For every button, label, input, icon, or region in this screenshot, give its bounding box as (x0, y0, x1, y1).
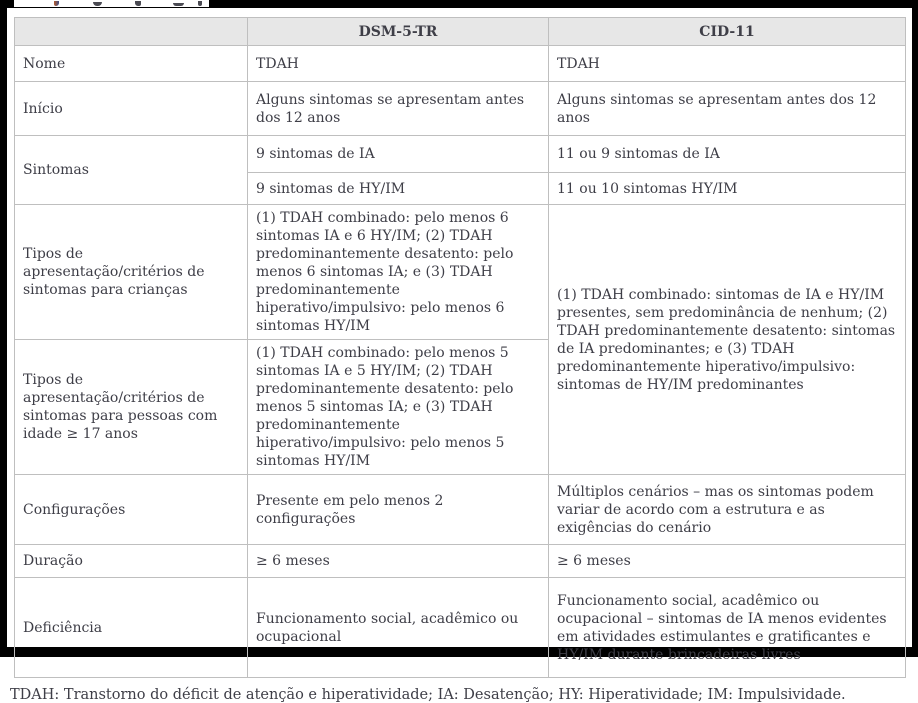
abbreviations-footnote: TDAH: Transtorno do déficit de atenção e hiperatividade; IA: Desatenção; HY: Hiperatividade; IM: Impulsividade. (10, 687, 846, 703)
cid-cell: 11 ou 10 sintomas HY/IM (549, 173, 906, 205)
row-label-cell: Nome (15, 46, 248, 82)
cid-cell-merged: (1) TDAH combinado: sintomas de IA e HY/IM presentes, sem predominância de nenhum; (2) TDAH predominantemente desatento: sintomas de IA predominantes; e (3) TDAH predominantemente hiperativo/impulsivo: sintomas de HY/IM predominantes (549, 205, 906, 475)
cid-cell: 11 ou 9 sintomas de IA (549, 136, 906, 173)
dsm-cell: 9 sintomas de HY/IM (248, 173, 549, 205)
dsm-cell: Presente em pelo menos 2 configurações (248, 475, 549, 545)
row-label-cell: Início (15, 82, 248, 136)
dsm-cell: 9 sintomas de IA (248, 136, 549, 173)
row-label-cell: Tipos de apresentação/critérios de sintomas para crianças (15, 205, 248, 340)
cid-cell: TDAH (549, 46, 906, 82)
cid-cell: Múltiplos cenários – mas os sintomas podem variar de acordo com a estrutura e as exigências do cenário (549, 475, 906, 545)
table-row-deficiencia (15, 578, 906, 678)
row-label-cell: Deficiência (15, 578, 248, 678)
table-row-tipos-criancas (15, 205, 906, 340)
dsm-cid-comparison-table (14, 17, 906, 678)
page-content (7, 8, 912, 703)
header-empty-cell (15, 18, 248, 46)
header-cid11: CID-11 (549, 18, 906, 46)
row-label-cell: Configurações (15, 475, 248, 545)
table-row-sintomas-1 (15, 136, 906, 173)
dsm-cell: TDAH (248, 46, 549, 82)
cid-cell: ≥ 6 meses (549, 545, 906, 578)
row-label-cell: Tipos de apresentação/critérios de sintomas para pessoas com idade ≥ 17 anos (15, 340, 248, 475)
table-row-inicio (15, 82, 906, 136)
text-fragment-mark (93, 2, 102, 6)
text-fragment-mark (54, 1, 59, 6)
dsm-cell: ≥ 6 meses (248, 545, 549, 578)
text-fragment-mark (198, 1, 202, 6)
cid-cell: Funcionamento social, acadêmico ou ocupacional – sintomas de IA menos evidentes em atividades estimulantes e gratificantes e HY/IM durante brincadeiras livres (549, 578, 906, 678)
cropped-caption-artifact (14, 0, 209, 7)
text-fragment-mark (135, 1, 141, 6)
header-dsm5tr: DSM-5-TR (248, 18, 549, 46)
table-header-row (15, 18, 906, 46)
row-label-cell: Duração (15, 545, 248, 578)
table-row-duracao (15, 545, 906, 578)
dsm-cell: (1) TDAH combinado: pelo menos 5 sintomas IA e 5 HY/IM; (2) TDAH predominantemente desatento: pelo menos 5 sintomas IA; e (3) TDAH predominantemente hiperativo/impulsivo: pelo menos 5 sintomas HY/IM (248, 340, 549, 475)
cid-cell: Alguns sintomas se apresentam antes dos 12 anos (549, 82, 906, 136)
text-fragment-mark (173, 3, 184, 6)
table-row-nome (15, 46, 906, 82)
table-row-configuracoes (15, 475, 906, 545)
row-label-cell: Sintomas (15, 136, 248, 205)
dsm-cell: Alguns sintomas se apresentam antes dos 12 anos (248, 82, 549, 136)
dsm-cell: Funcionamento social, acadêmico ou ocupacional (248, 578, 549, 678)
dsm-cell: (1) TDAH combinado: pelo menos 6 sintomas IA e 6 HY/IM; (2) TDAH predominantemente desatento: pelo menos 6 sintomas IA; e (3) TDAH predominantemente hiperativo/impulsivo: pelo menos 6 sintomas HY/IM (248, 205, 549, 340)
